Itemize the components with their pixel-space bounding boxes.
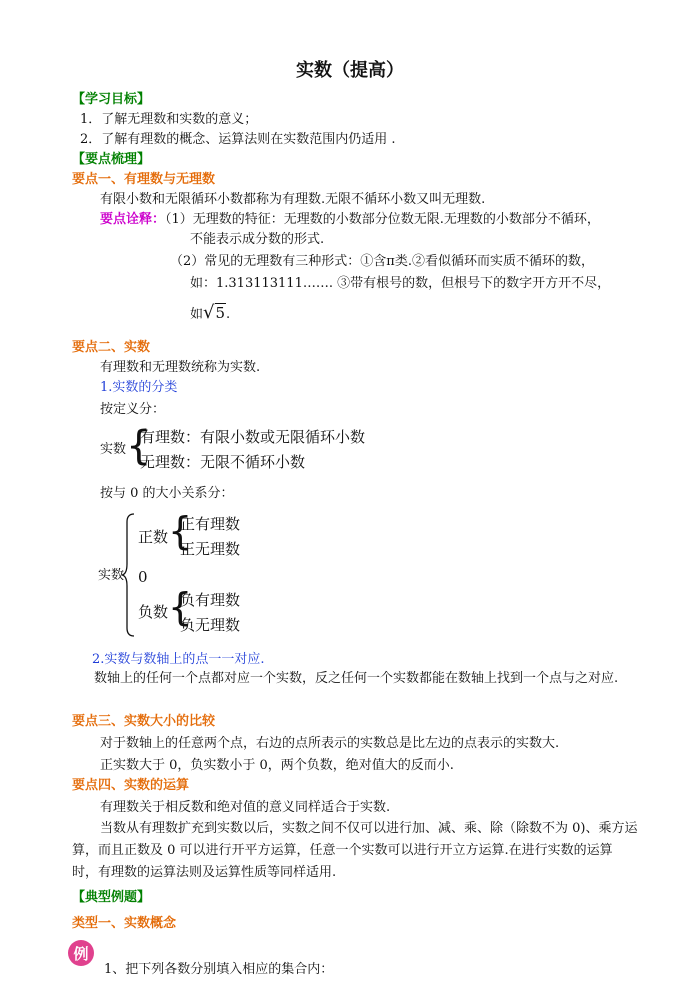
point4-line1: 有理数关于相反数和绝对值的意义同样适合于实数. bbox=[100, 800, 391, 815]
definition-root: 实数 bbox=[100, 442, 127, 457]
def-rational: 有理数：有限小数或无限循环小数 bbox=[140, 428, 366, 446]
point1-text: 有限小数和无限循环小数都称为有理数.无限不循环小数又叫无理数. bbox=[100, 192, 486, 207]
pos-rational: 正有理数 bbox=[180, 515, 241, 533]
type1-heading: 类型一、实数概念 bbox=[72, 916, 177, 931]
point1-heading: 要点一、有理数与无理数 bbox=[72, 172, 216, 187]
def-irrational: 无理数：无限不循环小数 bbox=[140, 453, 306, 471]
zero-label: 0 bbox=[138, 568, 148, 586]
point4-paragraph: 当数从有理数扩充到实数以后，实数之间不仅可以进行加、减、乘、除（除数不为 0)、乘方运算，而且正数及 0 可以进行开平方运算，任意一个实数可以进行开立方运算.在进行实数的运算时，有理数的运算法则及运算性质等同样适用. bbox=[72, 821, 638, 880]
point2-text: 有理数和无理数统称为实数. bbox=[100, 360, 261, 375]
neg-irrational: 负无理数 bbox=[180, 616, 241, 634]
sqrt-expression: √5 bbox=[203, 302, 226, 323]
brace-icon: { bbox=[126, 423, 152, 469]
by-definition-label: 按定义分： bbox=[100, 402, 166, 417]
neg-rational: 负有理数 bbox=[180, 591, 241, 609]
number-line-subheading: 2.实数与数轴上的点一一对应. bbox=[92, 652, 265, 667]
note1-line-a: （1）无理数的特征：无理数的小数部分位数无限.无理数的小数部分不循环， bbox=[165, 212, 600, 227]
summary-header: 【要点梳理】 bbox=[72, 152, 151, 167]
point3-line1: 对于数轴上的任意两个点，右边的点所表示的实数总是比左边的点表示的实数大. bbox=[100, 736, 560, 751]
positive-label: 正数 bbox=[138, 528, 169, 546]
point3-heading: 要点三、实数大小的比较 bbox=[72, 714, 216, 729]
page-title: 实数（提高） bbox=[296, 60, 404, 81]
note2-line-c: 如√5. bbox=[190, 302, 231, 323]
note-label: 要点诠释： bbox=[100, 212, 166, 227]
point1-note1 bbox=[100, 212, 600, 228]
by-size-label: 按与 0 的大小关系分： bbox=[100, 486, 234, 501]
classification-subheading: 1.实数的分类 bbox=[100, 380, 178, 395]
examples-header: 【典型例题】 bbox=[72, 890, 151, 905]
number-line-text: 数轴上的任何一个点都对应一个实数，反之任何一个实数都能在数轴上找到一个点与之对应. bbox=[94, 671, 619, 686]
goal-item-1: 1．了解无理数和实数的意义； bbox=[80, 112, 258, 127]
note2-line-a: （2）常见的无理数有三种形式：①含π类.②看似循环而实质不循环的数， bbox=[170, 254, 594, 269]
size-root: 实数 bbox=[98, 568, 125, 583]
brace-icon: { bbox=[168, 585, 193, 629]
point2-heading: 要点二、实数 bbox=[72, 340, 151, 355]
point4-heading: 要点四、实数的运算 bbox=[72, 778, 190, 793]
brace-icon: { bbox=[168, 509, 193, 553]
note2-line-b: 如：1.313113111……. ③带有根号的数，但根号下的数字开方开不尽， bbox=[190, 276, 611, 291]
large-brace-icon bbox=[122, 512, 136, 638]
note1-line-b: 不能表示成分数的形式. bbox=[190, 232, 325, 247]
point3-line2: 正实数大于 0，负实数小于 0，两个负数，绝对值大的反而小. bbox=[100, 758, 454, 773]
pos-irrational: 正无理数 bbox=[180, 540, 241, 558]
goals-header: 【学习目标】 bbox=[72, 92, 151, 107]
example1-text: 1、把下列各数分别填入相应的集合内： bbox=[104, 962, 334, 977]
example-badge-icon: 例 bbox=[68, 940, 94, 966]
goal-item-2: 2．了解有理数的概念、运算法则在实数范围内仍适用 . bbox=[80, 132, 396, 147]
negative-label: 负数 bbox=[138, 603, 169, 621]
